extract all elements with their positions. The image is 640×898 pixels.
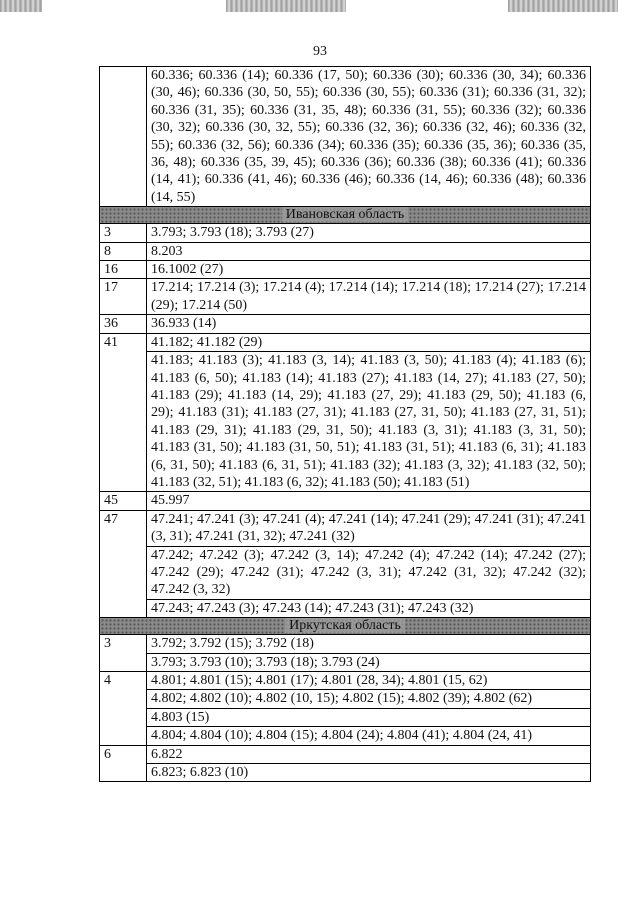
table-row [100, 352, 591, 492]
code-cell: 3 [100, 224, 147, 242]
values-cell: 47.242; 47.242 (3); 47.242 (3, 14); 47.242 (4); 47.242 (14); 47.242 (27); 47.242 (29); 47.242 (31); 47.242 (3, 31); 47.242 (31, 32); 47.242 (32); 47.242 (3, 32) [147, 546, 591, 599]
values-cell: 3.793; 3.793 (18); 3.793 (27) [147, 224, 591, 242]
values-cell: 47.241; 47.241 (3); 47.241 (4); 47.241 (14); 47.241 (29); 47.241 (31); 47.241 (3, 31); 47.241 (31, 32); 47.241 (32) [147, 510, 591, 546]
scan-artifact-left [0, 0, 42, 12]
code-cell: 17 [100, 279, 147, 315]
region-header-row [100, 207, 591, 224]
values-cell: 45.997 [147, 492, 591, 510]
region-header-row [100, 618, 591, 635]
code-cell: 45 [100, 492, 147, 510]
code-cell: 6 [100, 745, 147, 782]
region-name: Ивановская область [282, 207, 408, 222]
table-row [100, 727, 591, 745]
table-row [100, 708, 591, 726]
code-cell [100, 67, 147, 207]
classification-table [99, 66, 591, 782]
table-row [100, 224, 591, 242]
values-cell: 6.823; 6.823 (10) [147, 764, 591, 782]
table-row [100, 67, 591, 207]
code-cell: 4 [100, 672, 147, 746]
values-cell: 16.1002 (27) [147, 261, 591, 279]
values-cell: 4.801; 4.801 (15); 4.801 (17); 4.801 (28, 34); 4.801 (15, 62) [147, 672, 591, 690]
table-row [100, 690, 591, 708]
region-header [100, 207, 591, 224]
code-cell: 41 [100, 333, 147, 492]
values-cell: 4.802; 4.802 (10); 4.802 (10, 15); 4.802 (15); 4.802 (39); 4.802 (62) [147, 690, 591, 708]
table-row [100, 279, 591, 315]
scan-artifact-center [226, 0, 346, 12]
values-cell: 41.182; 41.182 (29) [147, 333, 591, 351]
region-header [100, 618, 591, 635]
table-row [100, 635, 591, 653]
table-row [100, 672, 591, 690]
table-row [100, 764, 591, 782]
values-cell: 4.804; 4.804 (10); 4.804 (15); 4.804 (24); 4.804 (41); 4.804 (24, 41) [147, 727, 591, 745]
region-name: Иркутская область [285, 618, 405, 633]
values-cell: 6.822 [147, 745, 591, 763]
values-cell: 17.214; 17.214 (3); 17.214 (4); 17.214 (14); 17.214 (18); 17.214 (27); 17.214 (29); 17.214 (50) [147, 279, 591, 315]
table-row [100, 599, 591, 617]
values-cell: 3.793; 3.793 (10); 3.793 (18); 3.793 (24) [147, 653, 591, 671]
values-cell: 3.792; 3.792 (15); 3.792 (18) [147, 635, 591, 653]
code-cell: 16 [100, 261, 147, 279]
table-row [100, 492, 591, 510]
table-row [100, 653, 591, 671]
values-cell: 4.803 (15) [147, 708, 591, 726]
scan-artifact-right [508, 0, 618, 12]
values-cell: 36.933 (14) [147, 315, 591, 333]
values-cell: 41.183; 41.183 (3); 41.183 (3, 14); 41.183 (3, 50); 41.183 (4); 41.183 (6); 41.183 (6, 50); 41.183 (14); 41.183 (27); 41.183 (14, 27); 41.183 (27, 50); 41.183 (29); 41.183 (14, 29); 41.183 (27, 29); 41.183 (29, 50); 41.183 (6, 29); 41.183 (31); 41.183 (27, 31); 41.183 (27, 31, 50); 41.183 (27, 31, 51); 41.183 (29, 31); 41.183 (29, 31, 50); 41.183 (3, 31); 41.183 (3, 31, 50); 41.183 (31, 50); 41.183 (31, 50, 51); 41.183 (31, 51); 41.183 (6, 31); 41.183 (6, 31, 50); 41.183 (6, 31, 51); 41.183 (32); 41.183 (3, 32); 41.183 (32, 50); 41.183 (32, 51); 41.183 (6, 32); 41.183 (50); 41.183 (51) [147, 352, 591, 492]
code-cell: 36 [100, 315, 147, 333]
values-cell: 8.203 [147, 242, 591, 260]
code-cell: 3 [100, 635, 147, 672]
table-row [100, 745, 591, 763]
values-cell: 47.243; 47.243 (3); 47.243 (14); 47.243 (31); 47.243 (32) [147, 599, 591, 617]
code-cell: 8 [100, 242, 147, 260]
page-number: 93 [313, 44, 327, 59]
values-cell: 60.336; 60.336 (14); 60.336 (17, 50); 60.336 (30); 60.336 (30, 34); 60.336 (30, 46); 60.336 (30, 50, 55); 60.336 (30, 55); 60.336 (31); 60.336 (31, 32); 60.336 (31, 35); 60.336 (31, 35, 48); 60.336 (31, 55); 60.336 (32); 60.336 (30, 32); 60.336 (30, 32, 55); 60.336 (32, 36); 60.336 (32, 46); 60.336 (32, 55); 60.336 (32, 56); 60.336 (34); 60.336 (35); 60.336 (35, 36); 60.336 (35, 36, 48); 60.336 (35, 39, 45); 60.336 (36); 60.336 (38); 60.336 (41); 60.336 (14, 41); 60.336 (41, 46); 60.336 (46); 60.336 (14, 46); 60.336 (48); 60.336 (14, 55) [147, 67, 591, 207]
table-row [100, 315, 591, 333]
table-row [100, 333, 591, 351]
table-row [100, 261, 591, 279]
table-row [100, 242, 591, 260]
table-row [100, 510, 591, 546]
code-cell: 47 [100, 510, 147, 617]
table-row [100, 546, 591, 599]
